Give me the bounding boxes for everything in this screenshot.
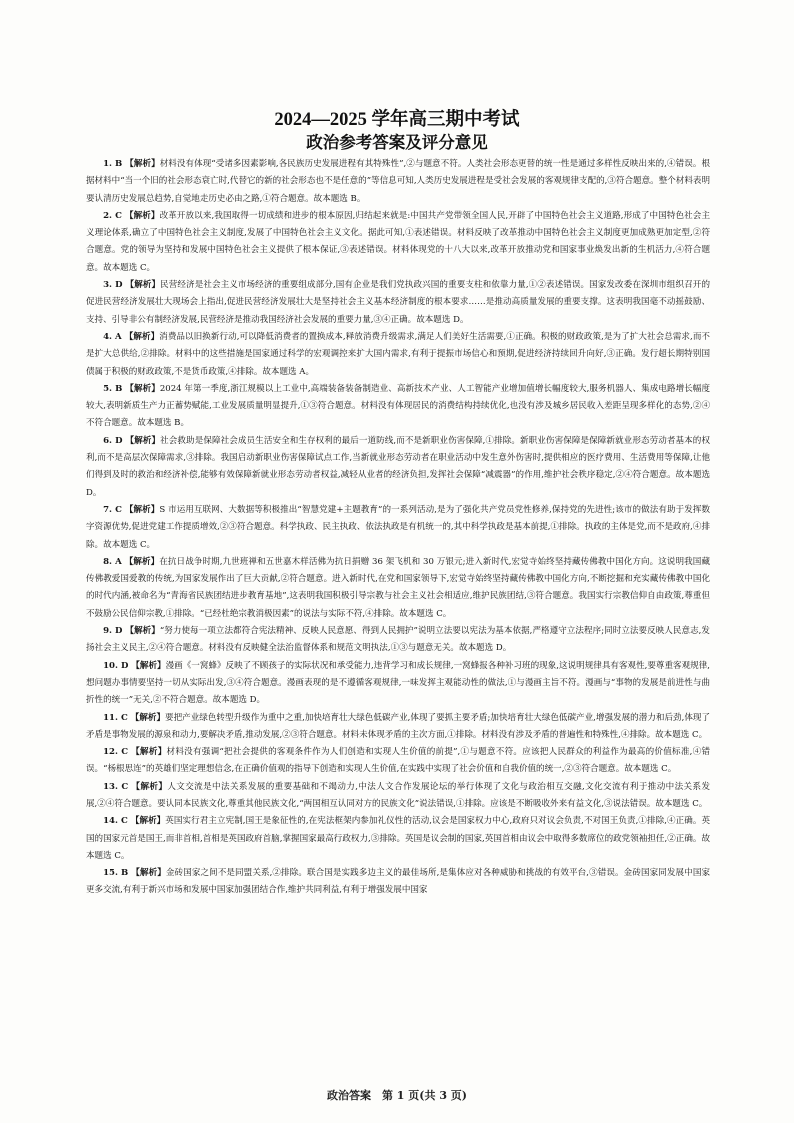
answer-item <box>86 554 710 623</box>
answer-explanation: 社会救助是保障社会成员生活安全和生存权利的最后一道防线,而不是新职业伤害保障,①排除。新职业伤害保障是保障新就业形态劳动者基本的权利,而不是高层次保障需求,③排除。我国启动新职业伤害保障试点工作,当新就业形态劳动者在职业活动中发生意外伤害时,提供相应的医疗费用、生活费用等保障,让他们得到及时的救治和经济补偿,能够有效保障新就业形态劳动者权益,减轻从业者的经济负担,发挥社会保障“减震器”的作用,维护社会秩序稳定,②④符合题意。故本题选 D。 <box>86 435 710 498</box>
answer-explanation: 人文交流是中法关系发展的重要基础和不竭动力,中法人文合作发展论坛的举行体现了文化与政治相互交融,文化交流有利于推动中法关系发展,②④符合题意。要认同本民族文化,尊重其他民族文化,“两国相互认同对方的民族文化”说法错误,①排除。应该是不断吸收外来有益文化,③说法错误。故本题选 C。 <box>86 781 710 809</box>
answer-lead: 4. A 【解析】 <box>103 331 160 342</box>
answer-list <box>86 156 710 900</box>
answer-explanation: S 市运用互联网、大数据等积极推出“智慧党建+主题教育”的一系列活动,是为了强化共产党员党性修养,保持党的先进性;该市的做法有助于发挥数字资源优势,促进党建工作提质增效,②③符合题意。科学执政、民主执政、依法执政是有机统一的,其中科学执政是基本前提,①排除。执政的主体是党,而不是政府,④排除。故本题选 C。 <box>86 504 710 550</box>
answer-explanation: 英国实行君主立宪制,国王是象征性的,在宪法框架内参加礼仪性的活动,议会是国家权力中心,政府只对议会负责,不对国王负责,①排除,④正确。英国的国家元首是国王,而非首相,首相是英国政府首脑,掌握国家最高行政权力,③排除。英国是议会制的国家,英国首相由议会中取得多数席位的政党领袖担任,②正确。故本题选 C。 <box>86 816 711 861</box>
answer-explanation: 材料没有强调“把社会提供的客观条件作为人们创造和实现人生价值的前提”,①与题意不符。应该把人民群众的利益作为最高的价值标准,④错误。“杨根思连”的英雄们坚定理想信念,在正确价值观的指导下创造和实现人生价值,在实践中实现了社会价值和自我价值的统一,②③符合题意。故本题选 C。 <box>86 747 711 775</box>
answer-lead: 10. D 【解析】 <box>103 660 166 671</box>
answer-item <box>86 779 710 814</box>
answer-lead: 2. C 【解析】 <box>103 210 160 221</box>
answer-item <box>86 208 710 277</box>
answer-item <box>86 710 710 745</box>
answer-item <box>86 433 710 502</box>
answer-item <box>86 156 710 208</box>
answer-lead: 6. D 【解析】 <box>103 435 161 446</box>
answer-explanation: 材料没有体现“受诸多因素影响,各民族历史发展进程有其特殊性”,②与题意不符。人类社会形态更替的统一性是通过多样性反映出来的,④错误。根据材料中“当一个旧的社会形态衰亡时,代替它的新的社会形态也不是任意的”等信息可知,人类历史发展进程是受社会发展的客观规律支配的,③符合题意。整个材料表明要认清历史发展总趋势,自觉地走历史必由之路,①符合题意。故本题选 B。 <box>86 159 710 204</box>
answer-explanation: 要把产业绿色转型升级作为重中之重,加快培育壮大绿色低碳产业,体现了要抓主要矛盾;加快培育壮大绿色低碳产业,增强发展的潜力和后劲,体现了矛盾是事物发展的源泉和动力,要解决矛盾,推动发展,②③符合题意。材料未体现矛盾的主次方面,①排除。材料没有涉及矛盾的普遍性和特殊性,④排除。故本题选 C。 <box>86 712 710 740</box>
answer-explanation: 消费品以旧换新行动,可以降低消费者的置换成本,释放消费升级需求,满足人们美好生活需要,①正确。积极的财政政策,是为了扩大社会总需求,而不是扩大总供给,②排除。材料中的这些措施是国家通过科学的宏观调控来扩大国内需求,有利于提振市场信心和预期,促进经济持续回升向好,③正确。发行超长期特别国债属于积极的财政政策,不是货币政策,④排除。故本题选 A。 <box>86 331 710 377</box>
answer-item <box>86 813 710 865</box>
answer-explanation: 民营经济是社会主义市场经济的重要组成部分,国有企业是我们党执政兴国的重要支柱和依靠力量,①②表述错误。国家发改委在深圳市组织召开的促进民营经济发展壮大现场会上指出,促进民营经济发展壮大是坚持社会主义基本经济制度的根本要求……是推动高质量发展的重要支撑。这表明我国毫不动摇鼓励、支持、引导非公有制经济发展,民营经济是推动我国经济社会发展的重要力量,③④正确。故本题选 D。 <box>86 280 710 325</box>
answer-lead: 3. D 【解析】 <box>103 280 161 291</box>
answer-lead: 11. C 【解析】 <box>103 712 166 723</box>
answer-item <box>86 623 710 658</box>
answer-explanation: 改革开放以来,我国取得一切成绩和进步的根本原因,归结起来就是:中国共产党带领全国人民,开辟了中国特色社会主义道路,形成了中国特色社会主义理论体系,确立了中国特色社会主义制度,发展了中国特色社会主义文化。据此可知,①表述错误。材料反映了改革推动中国特色社会主义制度更加成熟更加定型,②符合题意。党的领导为坚持和发展中国特色社会主义提供了根本保证,③表述错误。材料体现党的十八大以来,改革开放推动党和国家事业焕发出新的生机活力,④符合题意。故本题选 C。 <box>86 210 710 273</box>
answer-lead: 7. C 【解析】 <box>103 504 160 515</box>
answer-item <box>86 502 710 554</box>
answer-lead: 8. A 【解析】 <box>103 556 160 567</box>
answer-lead: 14. C 【解析】 <box>103 816 166 827</box>
answer-item <box>86 381 710 433</box>
answer-explanation: 在抗日战争时期,九世班禅和五世嘉木样活佛为抗日捐赠 36 架飞机和 30 万银元;进入新时代,宏觉寺始终坚持藏传佛教中国化方向。这说明我国藏传佛教爱国爱教的传统,为国家发展作出了巨大贡献,②符合题意。进入新时代,在党和国家领导下,宏觉寺始终坚持藏传佛教中国化方向,不断挖掘和充实藏传佛教中国化的时代内涵,被命名为“青海省民族团结进步教育基地”,这表明我国积极引导宗教与社会主义社会相适应,维护民族团结,③符合题意。我国实行宗教信仰自由政策,尊重但不鼓励公民信仰宗教,①排除。“已经杜绝宗教消极因素”的说法与实际不符,④排除。故本题选 C。 <box>86 556 710 619</box>
answer-lead: 13. C 【解析】 <box>103 781 168 792</box>
answer-item <box>86 658 710 710</box>
answer-item <box>86 329 710 381</box>
answer-lead: 1. B 【解析】 <box>103 159 160 169</box>
answer-lead: 5. B 【解析】 <box>103 383 160 394</box>
answer-lead: 9. D 【解析】 <box>103 626 160 637</box>
answer-explanation: “努力使每一项立法都符合宪法精神、反映人民意愿、得到人民拥护”说明立法要以宪法为基本依据,严格遵守立法程序;同时立法要反映人民意志,发扬社会主义民主,②④符合题意。材料没有反映健全法治监督体系和规范文明执法,①③与题意无关。故本题选 D。 <box>86 626 710 654</box>
document-title: 2024—2025 学年高三期中考试 <box>274 110 520 130</box>
page-footer: 政治答案 第 1 页(共 3 页) <box>326 1089 468 1102</box>
answer-lead: 12. C 【解析】 <box>103 747 167 758</box>
answer-lead: 15. B 【解析】 <box>103 868 166 879</box>
answer-explanation: 金砖国家之间不是同盟关系,②排除。联合国是实践多边主义的最佳场所,是集体应对各种威胁和挑战的有效平台,③错误。金砖国家同发展中国家更多交流,有利于新兴市场和发展中国家加强团结合作,维护共同利益,有利于增强发展中国家 <box>86 868 711 896</box>
answer-explanation: 2024 年第一季度,浙江规模以上工业中,高端装备装备制造业、高新技术产业、人工智能产业增加值增长幅度较大,服务机器人、集成电路增长幅度较大,表明新质生产力正蓄势赋能,工业发展质量明显提升,①③符合题意。材料没有体现居民的消费结构持续优化,也没有涉及城乡居民收入差距呈现多样化的态势,②④不符合题意。故本题选 B。 <box>86 383 710 429</box>
answer-item <box>86 744 710 779</box>
answer-explanation: 漫画《一窝蜂》反映了不顾孩子的实际状况和承受能力,违背学习和成长规律,一窝蜂报各种补习班的现象,这说明规律具有客观性,要尊重客观规律,想问题办事情要坚持一切从实际出发,③④符合题意。漫画表现的是不遵循客观规律,一味发挥主观能动性的做法,①与漫画主旨不符。漫画与“事物的发展是前进性与曲折性的统一”无关,②不符合题意。故本题选 D。 <box>86 660 710 706</box>
answer-item <box>86 277 710 329</box>
answer-item <box>86 865 710 900</box>
document-subtitle: 政治参考答案及评分意见 <box>306 133 488 152</box>
